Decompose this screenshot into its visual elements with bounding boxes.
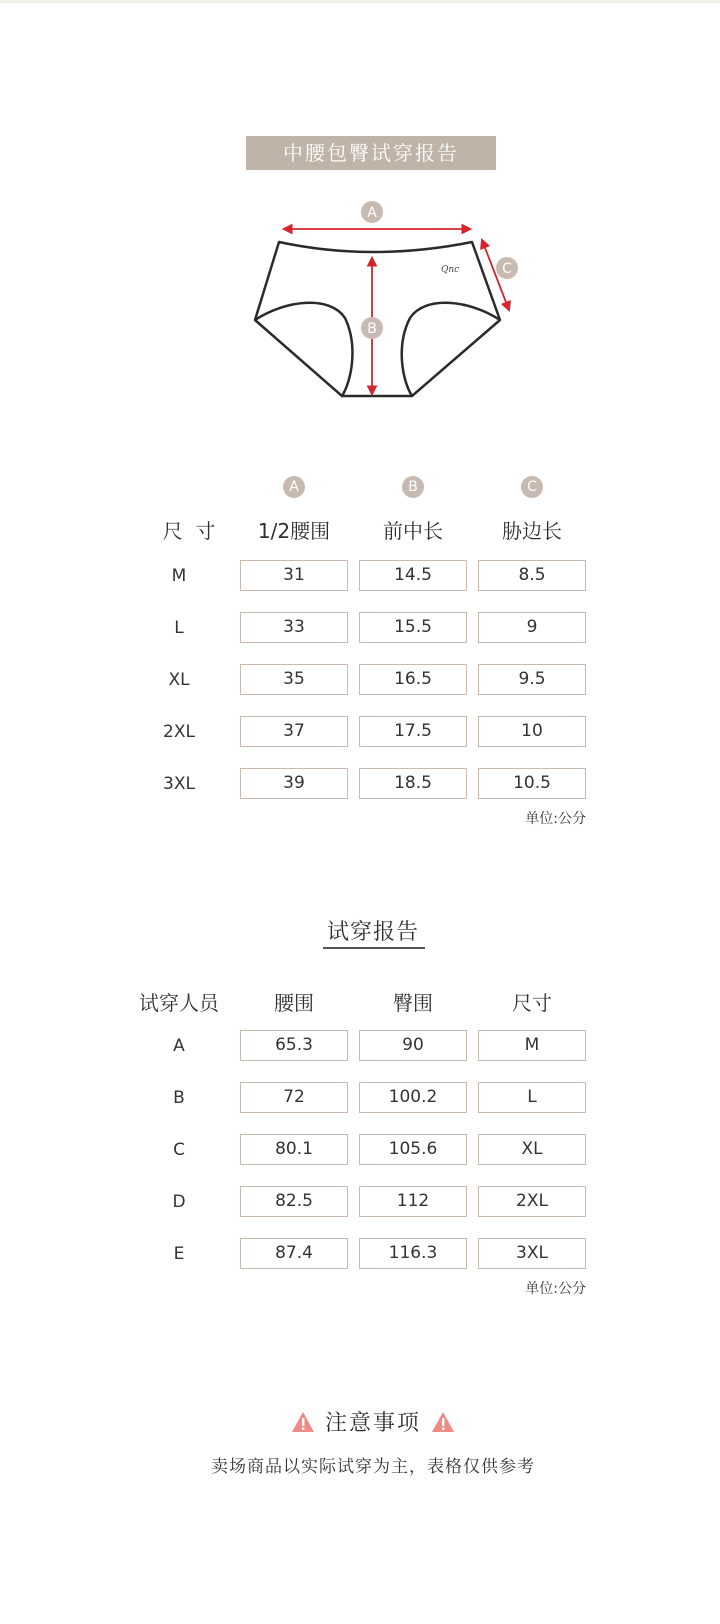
- fit-cell: 105.6: [359, 1134, 467, 1165]
- waist-header: 腰围: [274, 991, 314, 1015]
- size-cell: 37: [240, 716, 348, 747]
- column-badge-c: C: [521, 476, 543, 498]
- tester-label: C: [173, 1140, 185, 1160]
- size-cell: 14.5: [359, 560, 467, 591]
- fit-cell: 3XL: [478, 1238, 586, 1269]
- fit-cell: 87.4: [240, 1238, 348, 1269]
- tester-label: E: [173, 1244, 185, 1264]
- size-cell: 15.5: [359, 612, 467, 643]
- notice-header: [0, 1406, 720, 1437]
- side-length-header: 胁边长: [502, 519, 562, 543]
- size-cell: 17.5: [359, 716, 467, 747]
- fit-cell: 82.5: [240, 1186, 348, 1217]
- column-badge-b: B: [402, 476, 424, 498]
- fit-cell: 100.2: [359, 1082, 467, 1113]
- size-cell: 8.5: [478, 560, 586, 591]
- badge-c-label: C: [502, 261, 512, 277]
- warning-icon: [291, 1411, 315, 1433]
- unit-note: 单位:公分: [525, 811, 586, 827]
- half-waist-header: 1/2腰围: [257, 519, 331, 543]
- warning-icon: [431, 1411, 455, 1433]
- size-label: 2XL: [163, 722, 195, 742]
- unit-note: 单位:公分: [525, 1281, 586, 1297]
- briefs-diagram: [0, 0, 720, 420]
- notice-title: 注意事项: [324, 1411, 421, 1436]
- size-cell: 33: [240, 612, 348, 643]
- size-header: 尺 寸: [162, 519, 216, 543]
- size-cell: 31: [240, 560, 348, 591]
- size-label: 3XL: [163, 774, 195, 794]
- fit-size-header: 尺寸: [512, 991, 552, 1015]
- fit-cell: XL: [478, 1134, 586, 1165]
- badge-b-label: B: [367, 321, 377, 337]
- size-cell: 10: [478, 716, 586, 747]
- size-cell: 9: [478, 612, 586, 643]
- page-title-banner: 中腰包臀试穿报告: [246, 136, 496, 170]
- tester-label: B: [173, 1088, 185, 1108]
- size-cell: 39: [240, 768, 348, 799]
- front-length-header: 前中长: [383, 519, 443, 543]
- size-cell: 9.5: [478, 664, 586, 695]
- size-cell: 18.5: [359, 768, 467, 799]
- fit-cell: L: [478, 1082, 586, 1113]
- fit-cell: 72: [240, 1082, 348, 1113]
- size-cell: 35: [240, 664, 348, 695]
- fit-cell: M: [478, 1030, 586, 1061]
- tester-label: D: [172, 1192, 186, 1212]
- size-label: M: [171, 566, 187, 586]
- column-badge-a: A: [283, 476, 305, 498]
- brand-logo: Qnc: [441, 265, 460, 275]
- size-label: L: [174, 618, 184, 638]
- hip-header: 臀围: [393, 991, 433, 1015]
- badge-a-label: A: [367, 205, 377, 221]
- fit-report-title: 试穿报告: [326, 920, 419, 945]
- fit-cell: 65.3: [240, 1030, 348, 1061]
- fit-cell: 90: [359, 1030, 467, 1061]
- fit-report-underline: [323, 947, 425, 949]
- fit-cell: 116.3: [359, 1238, 467, 1269]
- fit-cell: 80.1: [240, 1134, 348, 1165]
- size-cell: 10.5: [478, 768, 586, 799]
- fit-cell: 112: [359, 1186, 467, 1217]
- tester-header: 试穿人员: [139, 991, 219, 1015]
- tester-label: A: [173, 1036, 185, 1056]
- size-label: XL: [168, 670, 190, 690]
- size-cell: 16.5: [359, 664, 467, 695]
- fit-cell: 2XL: [478, 1186, 586, 1217]
- notice-text: 卖场商品以实际试穿为主，表格仅供参考: [211, 1457, 535, 1477]
